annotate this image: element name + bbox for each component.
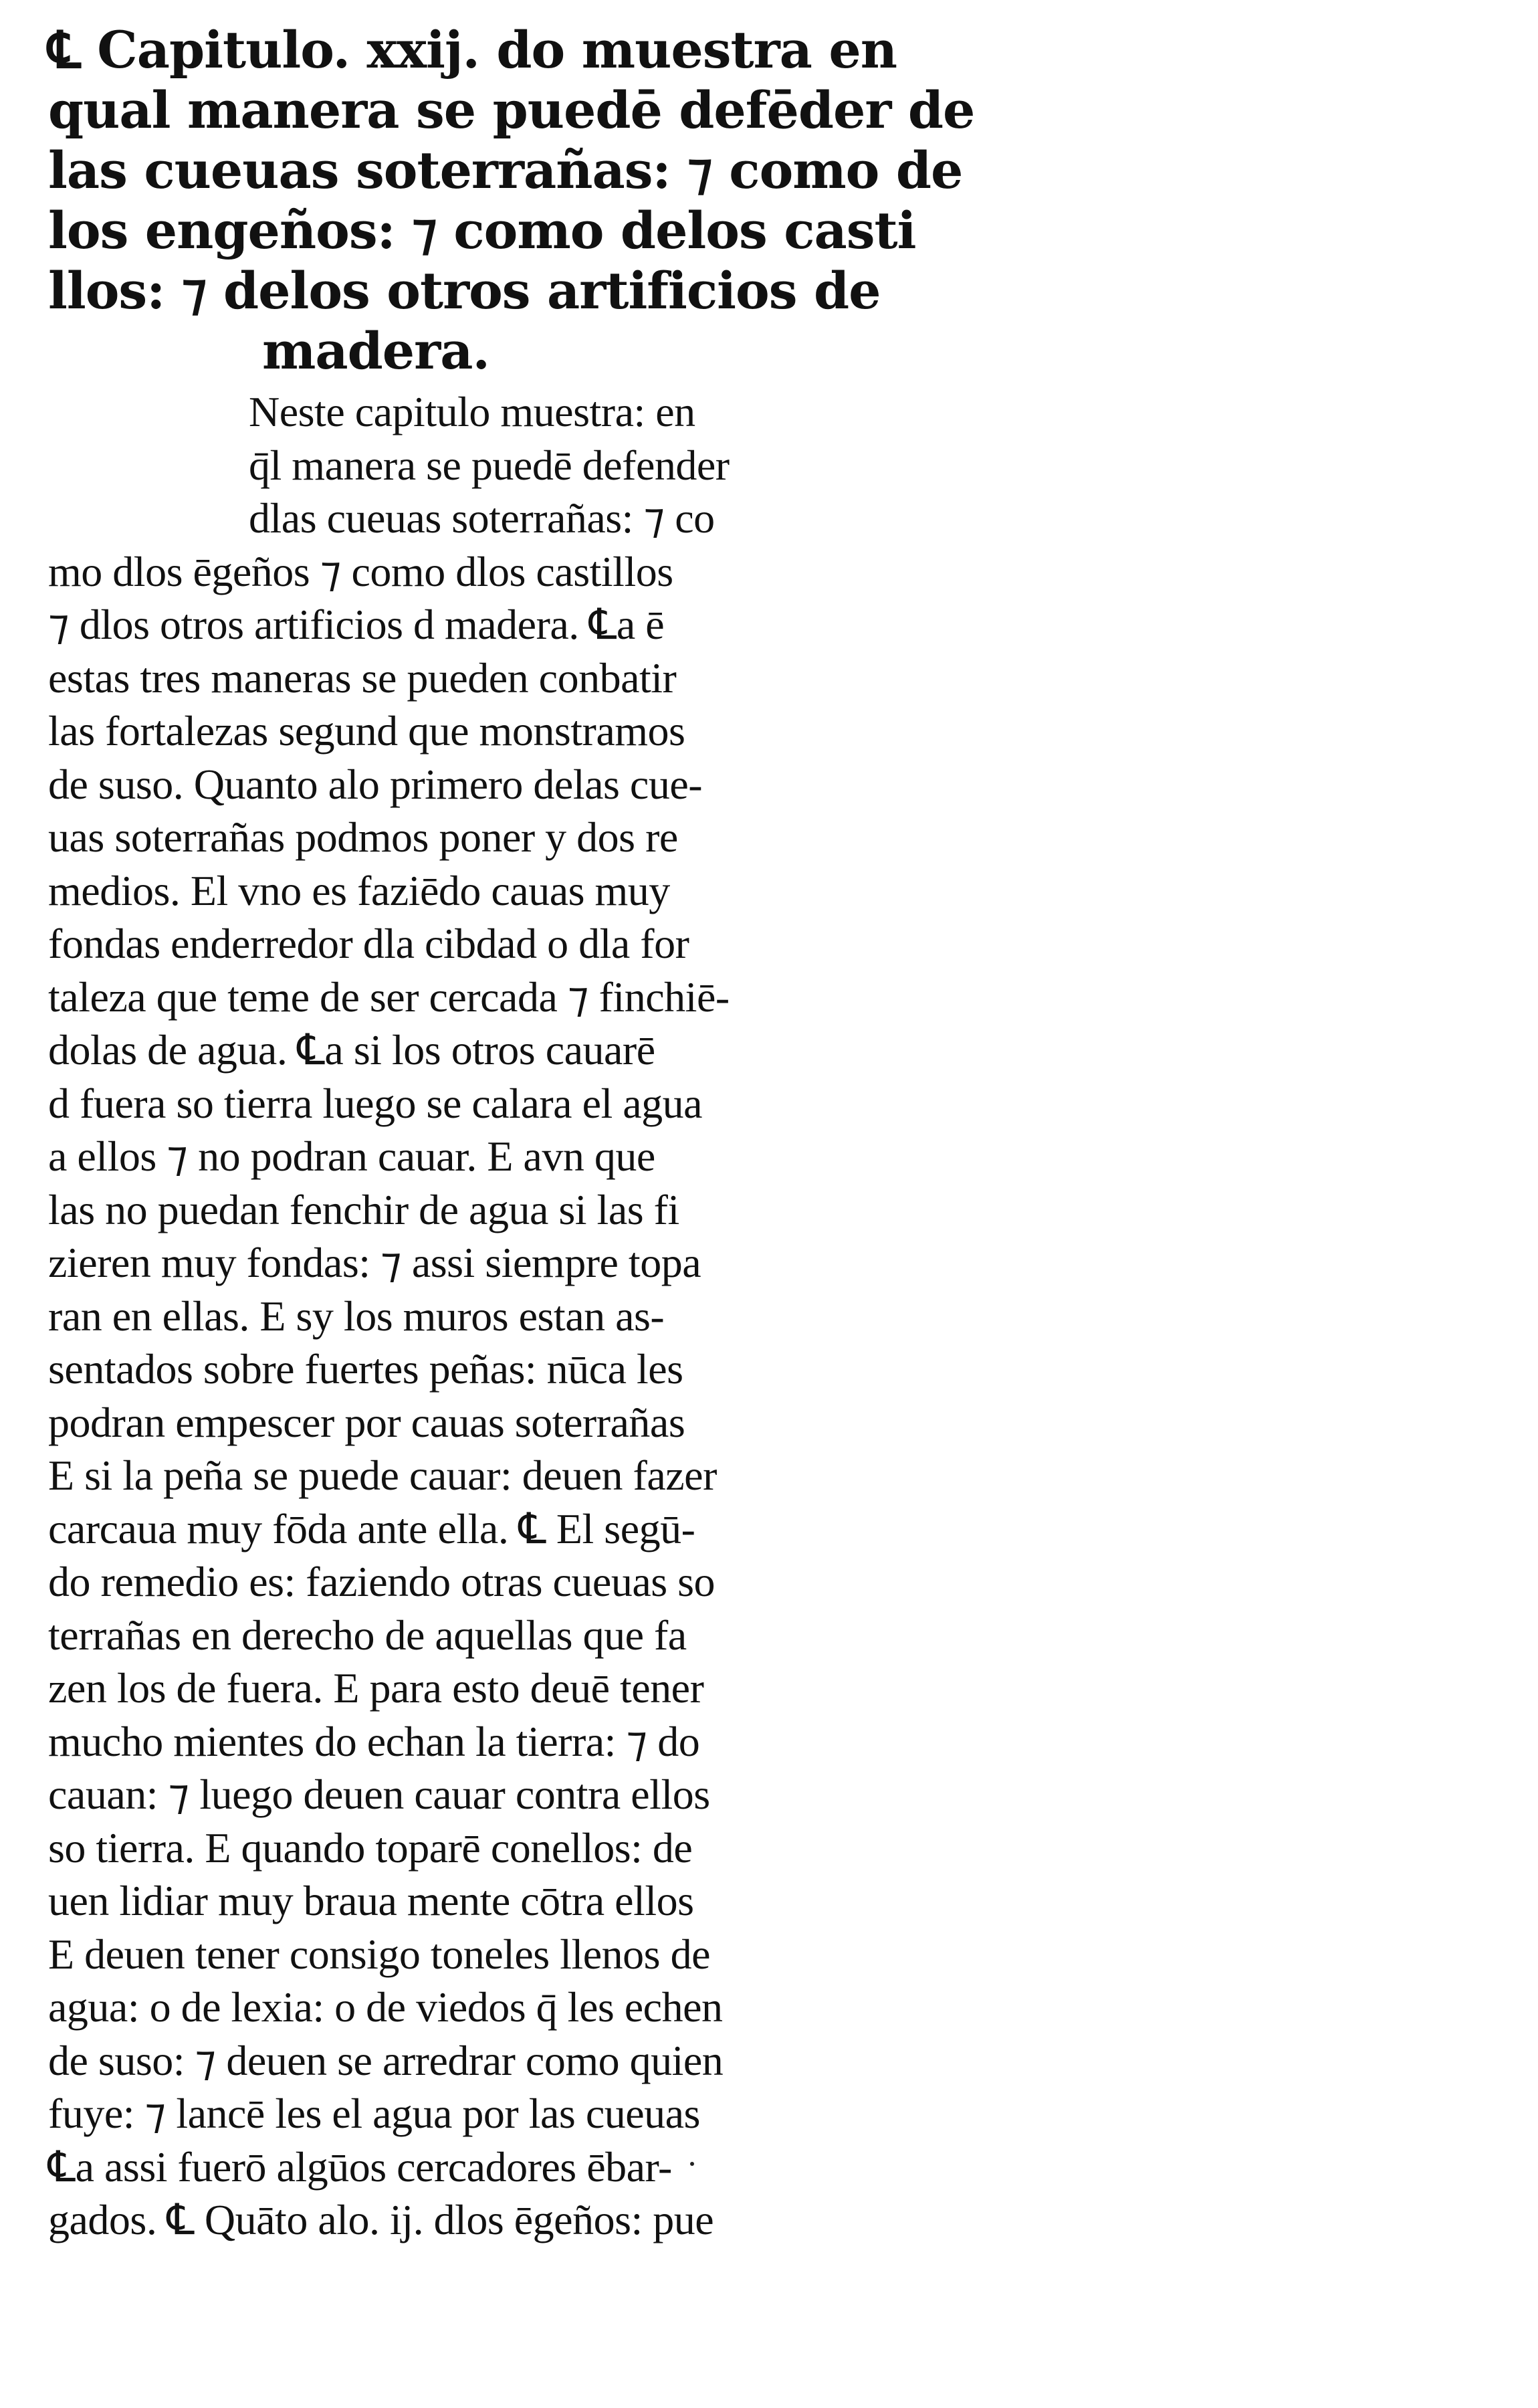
heading-line: qual manera se puedē defēder de xyxy=(48,80,975,140)
body-line: terrañas en derecho de aquellas que fa xyxy=(48,1611,687,1659)
body-line: q̄l manera se puedē defender xyxy=(249,441,730,489)
body-line: medios. El vno es faziēdo cauas muy xyxy=(48,866,670,914)
body-line: gados. ℄ Quāto alo. ij. dlos ēgeños: pue xyxy=(48,2196,714,2243)
body-line: dolas de agua. ℄a si los otros cauarē xyxy=(48,1026,655,1074)
body-line: mo dlos ēgeños ⁊ como dlos castillos xyxy=(48,547,673,595)
text-column xyxy=(48,20,975,2247)
body-line: d fuera so tierra luego se calara el agua xyxy=(48,1079,703,1127)
body-line: de suso: ⁊ deuen se arredrar como quien xyxy=(48,2036,724,2084)
body-line: ran en ellas. E sy los muros estan as- xyxy=(48,1292,665,1340)
body-line: so tierra. E quando toparē conellos: de xyxy=(48,1823,693,1872)
body-line: de suso. Quanto alo primero delas cue- xyxy=(48,760,703,808)
chapter-body xyxy=(48,385,817,2247)
body-line: sentados sobre fuertes peñas: nūca les xyxy=(48,1345,683,1393)
chapter-heading xyxy=(48,20,975,381)
body-line: zieren muy fondas: ⁊ assi siempre topa xyxy=(48,1239,701,1286)
body-line: estas tres maneras se pueden conbatir xyxy=(48,654,677,702)
body-line: fuye: ⁊ lancē les el agua por las cueuas xyxy=(48,2090,700,2137)
heading-line: madera. xyxy=(262,321,489,381)
body-line: dlas cueuas soterrañas: ⁊ co xyxy=(249,494,715,542)
body-line: agua: o de lexia: o de viedos q̄ les echen xyxy=(48,1983,723,2031)
heading-line: los engeños: ⁊ como delos casti xyxy=(48,201,916,260)
body-line: uas soterrañas podmos poner y dos re xyxy=(48,813,678,861)
body-line: ℄a assi fuerō algūos cercadores ēbar- xyxy=(48,2142,672,2191)
body-line: podran empescer por cauas soterrañas xyxy=(48,1398,685,1446)
body-line: a ellos ⁊ no podran cauar. E avn que xyxy=(48,1132,655,1180)
heading-line: ℄ Capitulo. xxij. do muestra en xyxy=(48,20,897,80)
body-line: fondas enderredor dla cibdad o dla for xyxy=(48,920,689,967)
body-line: zen los de fuera. E para esto deuē tener xyxy=(48,1664,704,1712)
heading-line: las cueuas soterrañas: ⁊ como de xyxy=(48,140,963,200)
ink-speck xyxy=(690,2162,694,2166)
body-line: carcaua muy fōda ante ella. ℄ El segū- xyxy=(48,1504,695,1552)
body-line: uen lidiar muy braua mente cōtra ellos xyxy=(48,1877,694,1924)
body-line: ⁊ dlos otros artificios d madera. ℄a ē xyxy=(48,601,665,648)
body-line: do remedio es: faziendo otras cueuas so xyxy=(48,1558,716,1605)
body-line: mucho mientes do echan la tierra: ⁊ do xyxy=(48,1717,700,1765)
body-line: taleza que teme de ser cercada ⁊ finchiē- xyxy=(48,973,730,1021)
body-line: cauan: ⁊ luego deuen cauar contra ellos xyxy=(48,1771,710,1818)
body-line: Neste capitulo muestra: en xyxy=(249,388,695,435)
body-line: las no puedan fenchir de agua si las fi xyxy=(48,1185,679,1233)
heading-line: llos: ⁊ delos otros artificios de xyxy=(48,261,881,320)
body-line: E si la peña se puede cauar: deuen fazer xyxy=(48,1451,717,1499)
body-line: E deuen tener consigo toneles llenos de xyxy=(48,1930,710,1978)
body-line: las fortalezas segund que monstramos xyxy=(48,707,685,755)
